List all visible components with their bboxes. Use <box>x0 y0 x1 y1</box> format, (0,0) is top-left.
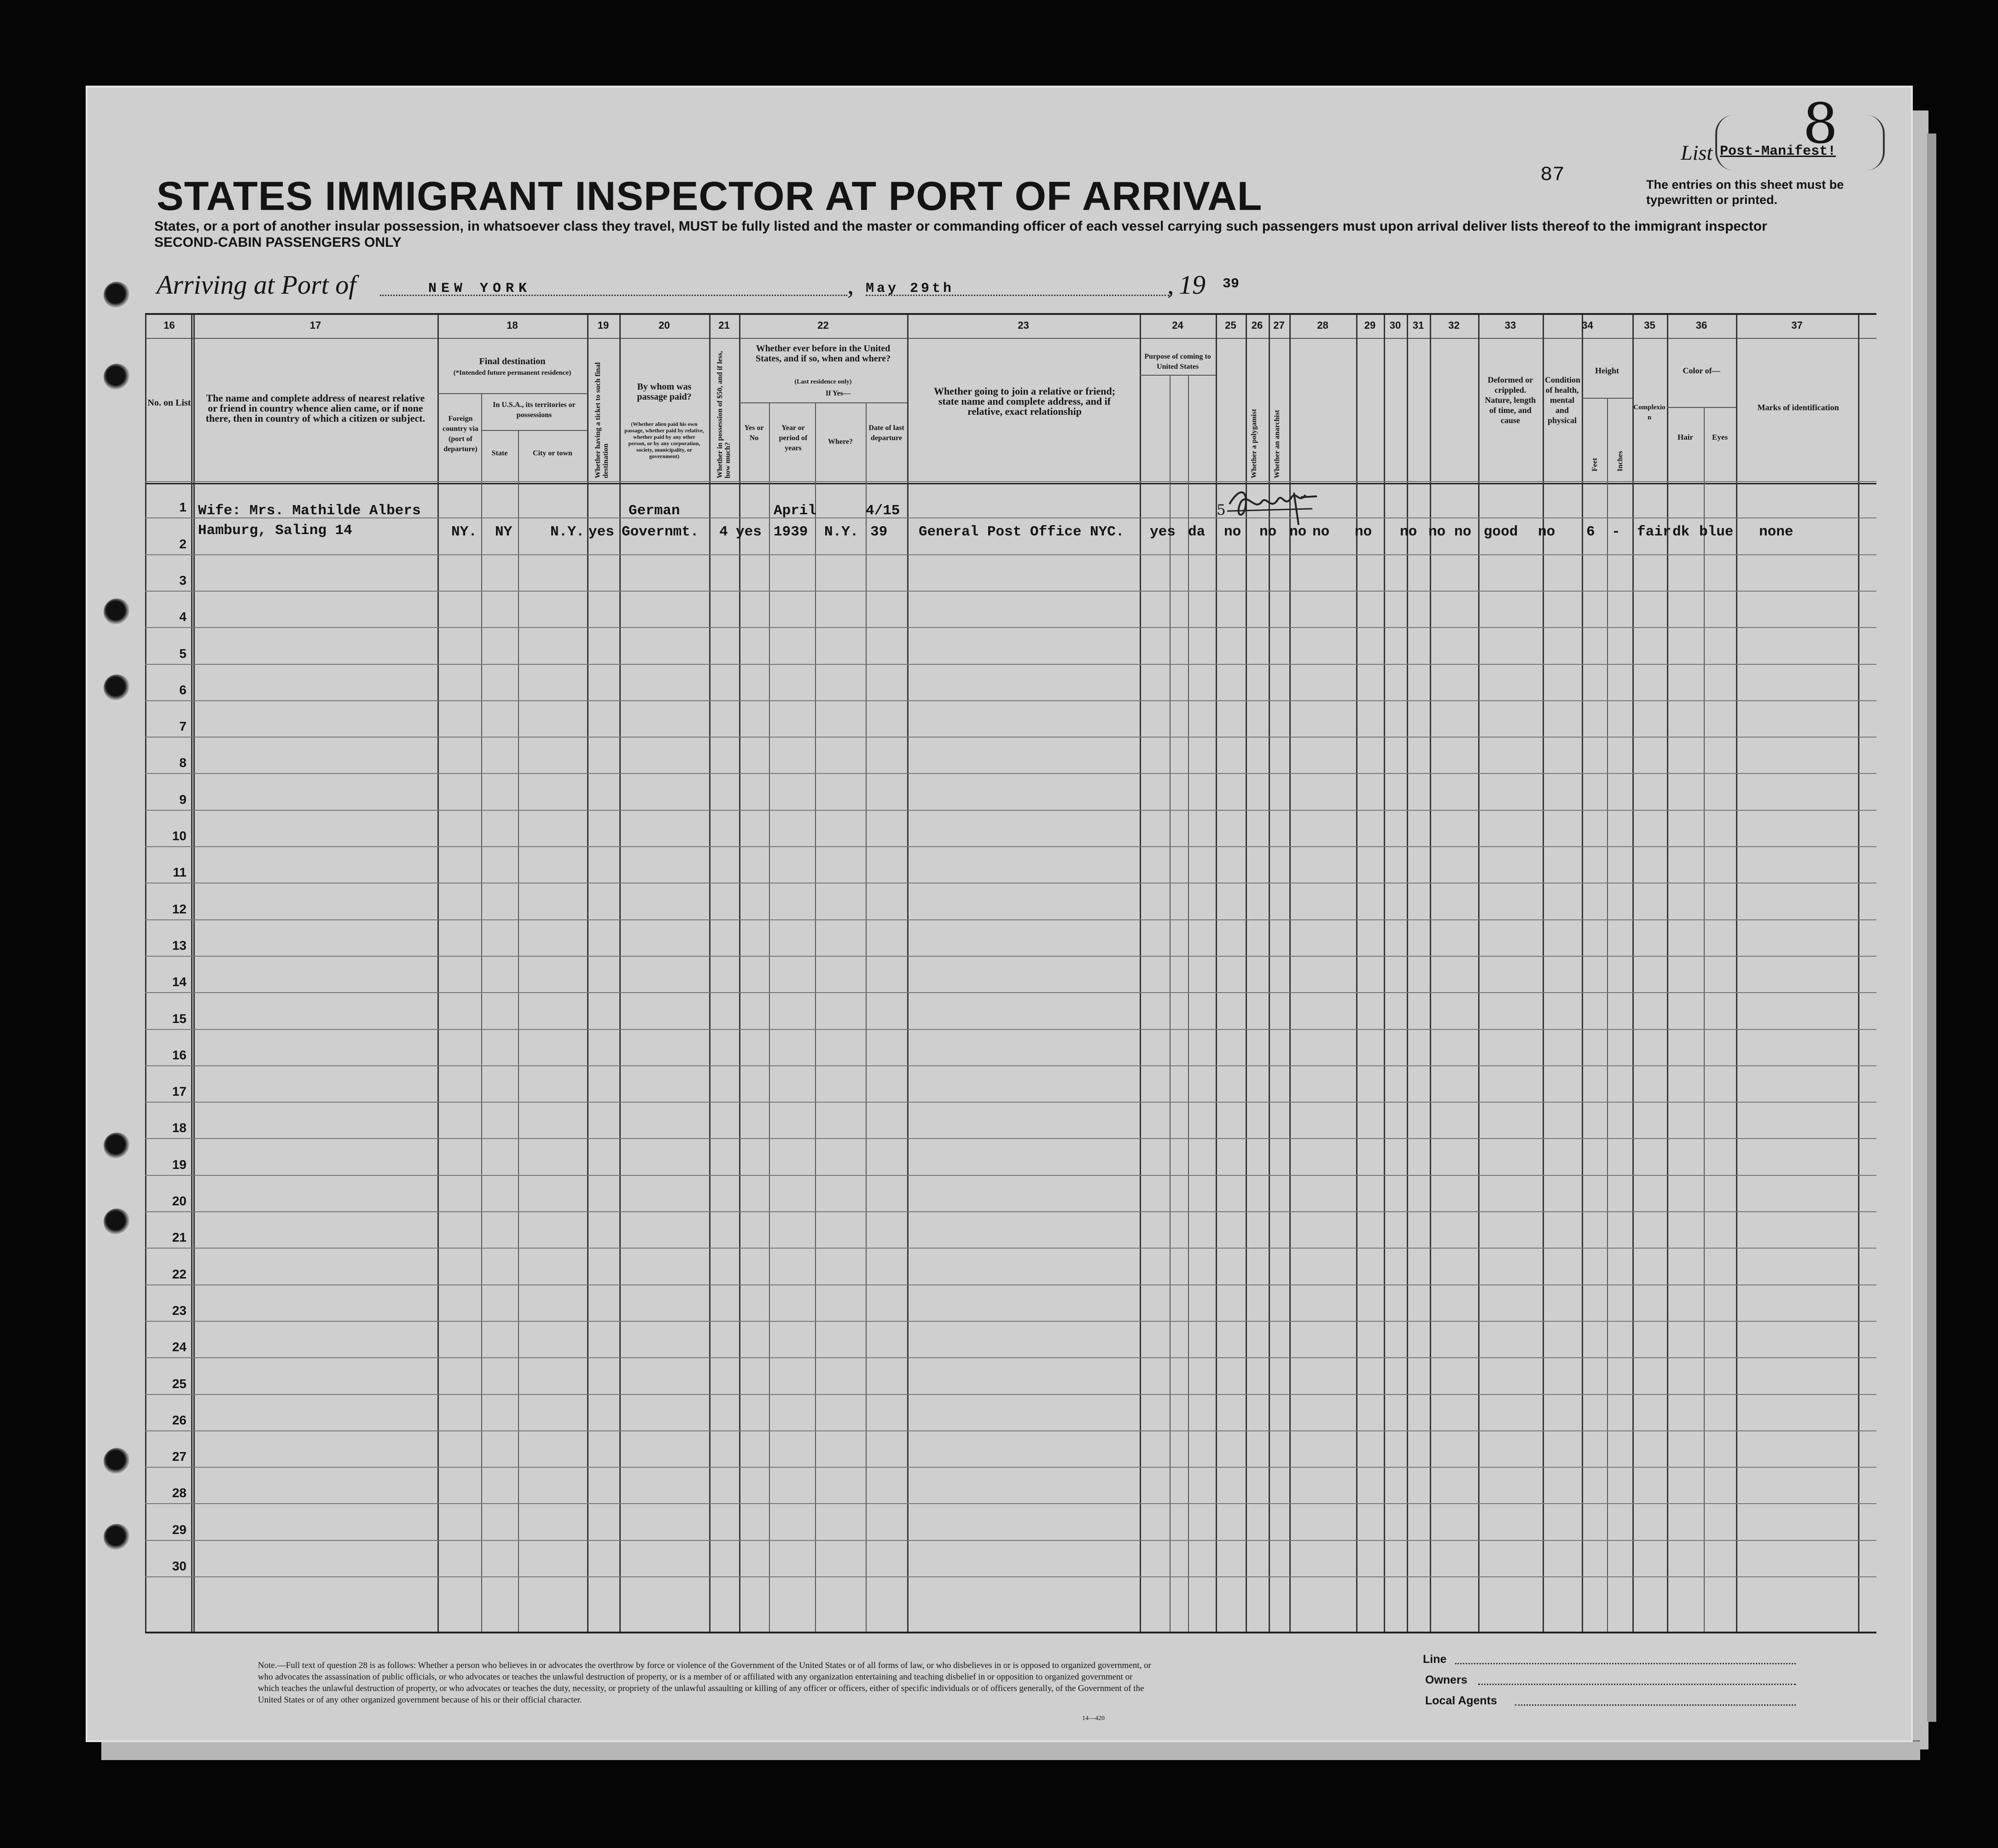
row-number: 6 <box>179 682 186 697</box>
col31-value: no <box>1454 524 1472 540</box>
row-number: 29 <box>172 1522 186 1537</box>
subheader-line <box>1582 398 1632 399</box>
column-number: 17 <box>309 320 321 331</box>
col-border <box>1170 375 1171 1632</box>
binder-hole-icon <box>104 364 130 390</box>
class-line: SECOND-CABIN PASSENGERS ONLY <box>154 235 402 250</box>
header-no-on-list: No. on List <box>147 398 191 408</box>
header-polygamist: Whether a polygamist <box>1250 409 1258 478</box>
feet-value: 6 <box>1586 524 1595 540</box>
row-number: 2 <box>179 536 186 551</box>
row-number: 11 <box>173 865 186 880</box>
page-stack-edge <box>1911 110 1928 1749</box>
row-line <box>145 1467 1876 1468</box>
row-line <box>145 992 1876 993</box>
header-anarchist: Whether an anarchist <box>1273 410 1281 478</box>
column-number: 35 <box>1644 320 1655 331</box>
marks-value: none <box>1759 524 1794 540</box>
row-number: 5 <box>179 646 186 661</box>
header-purpose: Purpose of coming to United States <box>1144 353 1211 371</box>
header-year-period: Year or period of years <box>779 424 808 452</box>
row-number: 1 <box>179 500 186 515</box>
row-number: 16 <box>172 1047 186 1062</box>
col-border <box>1430 315 1431 1632</box>
row-line <box>145 627 1876 628</box>
subheader-line <box>1667 407 1736 408</box>
header-final-destination-sub: (*Intended future permanent residence) <box>453 369 571 377</box>
header-in-usa: In U.S.A., its territories or possessions <box>493 401 576 419</box>
page-subtitle: States, or a port of another insular possession, in whatsoever class they travel, MUST be fully listed and the master or commanding officer of each vessel carrying such passengers must upon arrival deliver lists thereof to the immigrant inspector <box>154 219 1767 234</box>
footer-note: Note.—Full text of question 28 is as follows: Whether a person who believes in or advocates the overthrow by force or violence of the Government of the United States or of all forms of law, or who disbelieves in or is opposed to organized government, or who advocates the assassination of public officials, or who advocates or teaches the unlawful destruction of property, or is a member of or affiliated with any organization entertaining and teaching disbelief in or opposition to organized government or which teaches the unlawful destruction of property, or who advocates or teaches the duty, necessity, or propriety of the unlawful assaulting or killing of any officer or officers, either of specific individuals or of officers generally, of the Government of the United States or of any other organized government because of his or their official character. <box>258 1661 1151 1705</box>
row-number: 9 <box>179 792 186 807</box>
col-border <box>587 315 588 1632</box>
owners-label: Owners <box>1425 1674 1468 1686</box>
page-stack-bottom <box>101 1740 1920 1760</box>
row-number: 18 <box>172 1121 186 1135</box>
row-number: 30 <box>172 1559 186 1573</box>
column-number: 29 <box>1364 320 1376 331</box>
column-number: 20 <box>658 320 670 331</box>
purpose-value: yes <box>1150 524 1176 540</box>
col-border <box>1478 315 1480 1632</box>
header-date-departure: Date of last departure <box>868 424 904 442</box>
col-border <box>518 430 519 1632</box>
col-border <box>1188 375 1189 1632</box>
column-number: 37 <box>1791 320 1803 331</box>
row-line <box>145 1029 1876 1030</box>
col-border <box>1667 315 1668 1632</box>
col-border <box>815 402 816 1632</box>
row-line <box>145 1576 1876 1577</box>
agents-label: Local Agents <box>1425 1694 1497 1707</box>
column-number: 27 <box>1273 320 1285 331</box>
row-number: 25 <box>172 1376 186 1391</box>
col-border <box>1632 315 1634 1632</box>
header-if-yes: If Yes— <box>825 389 851 397</box>
row-line <box>145 1175 1876 1176</box>
destination-city: N.Y. <box>550 524 585 540</box>
column-number: 28 <box>1317 320 1328 331</box>
subheader-line <box>437 393 587 394</box>
row-line <box>145 1540 1876 1541</box>
money-value: 4 <box>719 524 728 540</box>
header-height: Height <box>1595 366 1619 375</box>
header-row-divider <box>145 338 1876 339</box>
row-number: 24 <box>172 1340 186 1354</box>
binder-hole-icon <box>104 674 130 701</box>
row-line <box>145 1211 1876 1212</box>
col-border <box>191 315 192 1632</box>
page-stack-edge-outer <box>1927 134 1936 1722</box>
arrival-label: Arriving at Port of <box>157 270 356 300</box>
col-border <box>619 315 621 1632</box>
owners-signature <box>1478 1684 1796 1685</box>
col-border <box>1356 315 1357 1632</box>
row-line <box>145 846 1876 847</box>
subheader-line <box>1140 375 1216 376</box>
row-line <box>145 956 1876 957</box>
binder-hole-icon <box>104 282 130 308</box>
row-number: 21 <box>172 1230 186 1245</box>
col-border <box>739 315 740 1632</box>
column-number: 34 <box>1582 320 1593 331</box>
col30-value: no <box>1428 524 1446 540</box>
header-ticket: Whether having a ticket to such final destination <box>594 362 610 478</box>
col27b-value: no <box>1312 524 1330 540</box>
col-border <box>481 393 482 1632</box>
row-number: 17 <box>172 1084 186 1099</box>
row-line <box>145 1357 1876 1358</box>
departure-line2: 39 <box>870 524 888 540</box>
header-state: State <box>491 449 508 457</box>
relative-line2: Hamburg, Saling 14 <box>198 523 352 539</box>
column-number: 31 <box>1412 320 1424 331</box>
col27-value: no <box>1289 524 1307 540</box>
column-number: 25 <box>1225 320 1236 331</box>
row-number: 13 <box>172 938 186 953</box>
row-line <box>145 737 1876 738</box>
header-foreign-country: Foreign country via (port of departure) <box>443 415 478 453</box>
relative-line1: Wife: Mrs. Mathilde Albers <box>198 503 421 519</box>
column-number: 30 <box>1389 320 1401 331</box>
hair-value: dk <box>1672 524 1690 540</box>
row-number: 8 <box>179 755 186 770</box>
row-line <box>145 1284 1876 1285</box>
header-ever-before: Whether ever before in the United States, and if so, when and where? <box>756 343 891 364</box>
binder-hole-icon <box>104 599 130 625</box>
header-complexion: Complexion <box>1633 404 1666 421</box>
col-border <box>145 315 146 1632</box>
col-border <box>1736 315 1737 1632</box>
comma: , <box>847 270 854 300</box>
col26-value: no <box>1259 524 1277 540</box>
header-final-destination: Final destination <box>479 356 546 366</box>
complexion-value: fair <box>1637 524 1672 540</box>
col-border <box>1543 315 1544 1632</box>
col-border <box>709 315 711 1632</box>
list-number: 8 <box>1803 92 1838 156</box>
purpose-handwritten: 5 <box>1217 502 1226 518</box>
col-border <box>1407 315 1408 1632</box>
row-line <box>145 481 1876 482</box>
row-line <box>145 700 1876 701</box>
row-number: 14 <box>172 975 186 989</box>
row-line <box>145 773 1876 774</box>
row-number: 20 <box>172 1194 186 1208</box>
row-line <box>145 1321 1876 1322</box>
where-value: N.Y. <box>824 524 859 540</box>
page-title: STATES IMMIGRANT INSPECTOR AT PORT OF ARRIVAL <box>157 173 1263 219</box>
column-number: 22 <box>817 320 829 331</box>
col-border <box>769 402 770 1632</box>
row-line <box>145 919 1876 920</box>
col-border <box>1140 315 1141 1632</box>
row-number: 10 <box>172 829 186 843</box>
row-number: 3 <box>179 573 186 587</box>
column-number: 18 <box>507 320 518 331</box>
arrival-port: NEW YORK <box>428 281 532 296</box>
row-line <box>145 1138 1876 1139</box>
inspector-initials-icon <box>1220 483 1326 534</box>
binder-hole-icon <box>104 1133 130 1159</box>
form-number: 14—420 <box>1082 1715 1105 1722</box>
header-bottom-divider <box>145 483 1876 484</box>
row-line <box>145 1394 1876 1395</box>
list-label: List <box>1681 141 1713 164</box>
header-passage-paid: By whom was passage paid? <box>637 382 692 402</box>
stamp-number: 87 <box>1540 163 1565 186</box>
row-number: 23 <box>172 1303 186 1318</box>
row-number: 27 <box>172 1449 186 1464</box>
year-line2: 1939 <box>774 524 808 540</box>
col-border <box>193 315 195 1632</box>
ticket-value: yes <box>588 524 614 540</box>
row-number: 19 <box>172 1157 186 1172</box>
inches-value: - <box>1612 524 1620 540</box>
column-number: 24 <box>1172 320 1183 331</box>
row-line <box>145 1248 1876 1249</box>
row-line <box>145 810 1876 811</box>
column-number: 36 <box>1695 320 1707 331</box>
departure-line1: 4/15 <box>866 503 900 519</box>
list-bracket <box>1715 115 1885 170</box>
agents-signature <box>1515 1704 1796 1706</box>
column-number: 19 <box>597 320 609 331</box>
typewritten-instructions: The entries on this sheet must be typewritten or printed. <box>1646 178 1844 207</box>
row-number: 22 <box>172 1267 186 1281</box>
col28-value: no <box>1355 524 1372 540</box>
col-border <box>437 315 439 1632</box>
header-inches: Inches <box>1616 451 1624 471</box>
row-number: 12 <box>172 901 186 916</box>
col-border <box>1607 398 1608 1632</box>
ever-before-value: yes <box>736 524 762 540</box>
deformed-value: no <box>1538 524 1555 540</box>
column-number: 23 <box>1018 320 1029 331</box>
header-hair: Hair <box>1678 433 1693 442</box>
line-label: Line <box>1423 1653 1447 1666</box>
eyes-value: blue <box>1699 524 1734 540</box>
header-feet: Feet <box>1591 458 1599 471</box>
row-line <box>145 664 1876 665</box>
row-line <box>145 554 1876 555</box>
passage-line2: Governmt. <box>622 524 699 540</box>
column-number: 33 <box>1504 320 1516 331</box>
list-value: Post-Manifest! <box>1720 144 1836 159</box>
destination-state: NY <box>495 524 513 540</box>
col24b-value: da <box>1188 524 1206 540</box>
join-relative-value: General Post Office NYC. <box>919 524 1124 540</box>
arrival-year-prefix: 19 <box>1179 270 1206 300</box>
col25-value: no <box>1224 524 1241 540</box>
header-nearest-relative: The name and complete address of nearest relative or friend in country whence alien came, or if none there, then in country of which a citizen or subject. <box>205 392 425 424</box>
column-number: 32 <box>1448 320 1460 331</box>
row-line <box>145 1065 1876 1066</box>
header-passage-paid-sub: (Whether alien paid his own passage, whether paid by relative, whether paid by any other person, or by any corporation, society, municipality, or government) <box>624 421 704 459</box>
arrival-year-suffix: 39 <box>1223 276 1240 292</box>
col-border <box>1582 315 1583 1632</box>
row-number: 28 <box>172 1486 186 1500</box>
header-ever-before-sub: (Last residence only) <box>794 378 852 385</box>
subheader-line <box>739 402 907 403</box>
row-line <box>145 1102 1876 1103</box>
header-deformed: Deformed or crippled. Nature, length of time, and cause <box>1485 375 1536 425</box>
header-city: City or town <box>533 449 572 457</box>
foreign-country: NY. <box>451 524 477 540</box>
passage-line1: German <box>629 503 680 519</box>
header-yes-or-no: Yes or No <box>744 424 764 442</box>
column-number: 21 <box>718 320 730 331</box>
row-number: 15 <box>172 1011 186 1026</box>
binder-hole-icon <box>104 1448 130 1475</box>
arrival-date: May 29th <box>866 281 955 296</box>
header-possession-50: Whether in possession of $50, and if less, how much? <box>716 351 732 478</box>
binder-hole-icon <box>104 1524 130 1551</box>
row-number: 26 <box>172 1412 186 1427</box>
row-line <box>145 1503 1876 1504</box>
year-line1: April <box>774 503 817 519</box>
col-border <box>1384 315 1385 1632</box>
header-marks: Marks of identification <box>1757 403 1839 412</box>
header-eyes: Eyes <box>1712 433 1728 442</box>
comma: , <box>1167 270 1174 300</box>
row-line <box>145 1430 1876 1431</box>
condition-value: good <box>1484 524 1518 540</box>
row-line <box>145 591 1876 592</box>
col29-value: no <box>1400 524 1417 540</box>
row-number: 7 <box>179 719 186 734</box>
col-border <box>907 315 909 1632</box>
header-condition-health: Condition of health, mental and physical <box>1545 375 1581 425</box>
subheader-line <box>481 430 587 431</box>
row-number: 4 <box>179 610 186 624</box>
line-signature <box>1455 1663 1796 1664</box>
col-border <box>1858 315 1859 1632</box>
column-number: 16 <box>163 320 175 331</box>
header-join-relative: Whether going to join a relative or friend; state name and complete address, and if relative, exact relationship <box>933 385 1116 417</box>
binder-hole-icon <box>104 1209 130 1235</box>
column-number: 26 <box>1251 320 1263 331</box>
header-color-of: Color of— <box>1683 366 1720 375</box>
header-where: Where? <box>828 438 853 446</box>
col-border <box>866 402 867 1632</box>
